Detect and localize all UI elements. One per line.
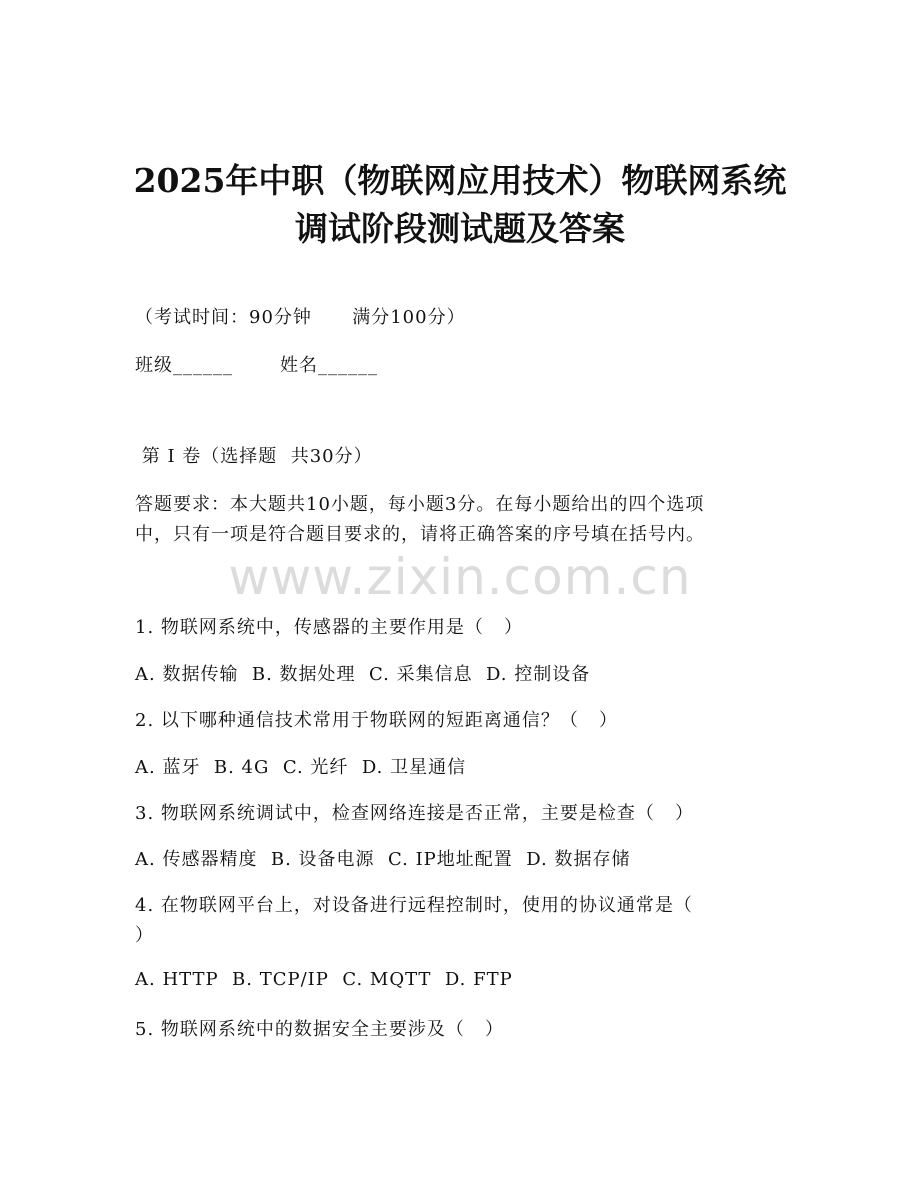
- exam-info: （考试时间：90分钟 满分100分）: [135, 307, 466, 328]
- class-name-fields: 班级______ 姓名______: [135, 355, 379, 376]
- question-2-options: A. 蓝牙 B. 4G C. 光纤 D. 卫星通信: [135, 757, 467, 778]
- question-4-stem-continued: ）: [135, 925, 154, 946]
- instructions-line-2: 中，只有一项是符合题目要求的，请将正确答案的序号填在括号内。: [135, 524, 705, 545]
- question-3-stem: 3. 物联网系统调试中，检查网络连接是否正常，主要是检查（ ）: [135, 803, 695, 824]
- document-title-line-2: 调试阶段测试题及答案: [295, 209, 625, 248]
- question-2-stem: 2. 以下哪种通信技术常用于物联网的短距离通信？（ ）: [135, 710, 619, 731]
- document-title-line-1: 2025年中职（物联网应用技术）物联网系统: [133, 161, 787, 200]
- question-5-stem: 5. 物联网系统中的数据安全主要涉及（ ）: [135, 1019, 505, 1040]
- question-3-options: A. 传感器精度 B. 设备电源 C. IP地址配置 D. 数据存储: [135, 849, 631, 870]
- question-1-options: A. 数据传输 B. 数据处理 C. 采集信息 D. 控制设备: [135, 664, 591, 685]
- watermark: www.zixin.com.cn: [228, 548, 692, 606]
- instructions-line-1: 答题要求：本大题共10小题，每小题3分。在每小题给出的四个选项: [135, 494, 705, 515]
- question-4-options: A. HTTP B. TCP/IP C. MQTT D. FTP: [135, 969, 513, 990]
- section-heading: 第 I 卷（选择题 共30分）: [135, 446, 373, 467]
- question-4-stem: 4. 在物联网平台上，对设备进行远程控制时，使用的协议通常是（: [135, 895, 693, 916]
- question-1-stem: 1. 物联网系统中，传感器的主要作用是（ ）: [135, 617, 524, 638]
